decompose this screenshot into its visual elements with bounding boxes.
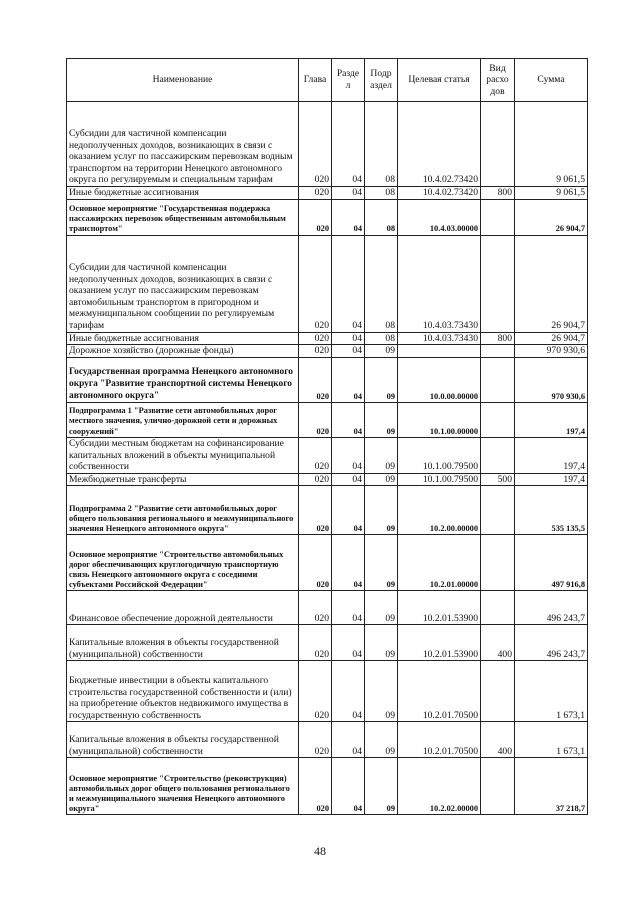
row-chapter: 020	[299, 473, 332, 486]
row-subsection: 09	[365, 345, 398, 358]
row-amount: 26 904,7	[515, 235, 588, 332]
row-target: 10.4.03.73430	[398, 235, 481, 332]
row-target: 10.0.00.00000	[398, 357, 481, 402]
row-chapter: 020	[299, 345, 332, 358]
row-expense-type: 400	[481, 722, 515, 758]
table-row	[67, 473, 588, 486]
row-section: 04	[332, 591, 365, 625]
row-section: 04	[332, 332, 365, 345]
row-target: 10.2.01.70500	[398, 722, 481, 758]
row-name: Подпрограмма 2 "Развитие сети автомобильных дорог общего пользования регионального и межмуниципального значения Ненецкого автономного округа"	[67, 486, 299, 535]
row-expense-type	[481, 357, 515, 402]
row-section: 04	[332, 187, 365, 200]
row-amount: 496 243,7	[515, 591, 588, 625]
row-name: Иные бюджетные ассигнования	[67, 332, 299, 345]
row-subsection: 09	[365, 437, 398, 473]
row-section: 04	[332, 625, 365, 661]
row-target: 10.4.02.73420	[398, 102, 481, 187]
row-expense-type	[481, 437, 515, 473]
row-name: Дорожное хозяйство (дорожные фонды)	[67, 345, 299, 358]
table-row	[67, 199, 588, 235]
table-row	[67, 102, 588, 187]
row-expense-type: 800	[481, 187, 515, 200]
row-name: Финансовое обеспечение дорожной деятельности	[67, 591, 299, 625]
table-row	[67, 437, 588, 473]
row-target: 10.4.03.73430	[398, 332, 481, 345]
row-expense-type: 500	[481, 473, 515, 486]
row-name: Бюджетные инвестиции в объекты капитального строительства государственной собственности и (или) на приобретение объектов недвижимого имущества в государственную собственность	[67, 661, 299, 722]
table-row	[67, 625, 588, 661]
row-chapter: 020	[299, 535, 332, 591]
header-subsection: Подр аздел	[365, 59, 398, 102]
row-target: 10.2.00.00000	[398, 486, 481, 535]
row-expense-type: 400	[481, 625, 515, 661]
row-name: Иные бюджетные ассигнования	[67, 187, 299, 200]
row-chapter: 020	[299, 661, 332, 722]
row-name: Субсидии для частичной компенсации недополученных доходов, возникающих в связи с оказанием услуг по пассажирским перевозкам автомобильным транспортом в пригородном и межмуниципальном сообщении по регулируемым тарифам	[67, 235, 299, 332]
table-row	[67, 722, 588, 758]
row-section: 04	[332, 758, 365, 815]
row-amount: 9 061,5	[515, 187, 588, 200]
row-section: 04	[332, 199, 365, 235]
row-amount: 37 218,7	[515, 758, 588, 815]
table-row	[67, 357, 588, 402]
row-name: Подпрограмма 1 "Развитие сети автомобильных дорог местного значения, улично-дорожной сети и дорожных сооружений"	[67, 402, 299, 437]
row-target: 10.1.00.79500	[398, 437, 481, 473]
row-subsection: 08	[365, 332, 398, 345]
row-expense-type	[481, 758, 515, 815]
header-expense-type: Вид расхо дов	[481, 59, 515, 102]
row-subsection: 09	[365, 486, 398, 535]
header-target: Целевая статья	[398, 59, 481, 102]
row-chapter: 020	[299, 102, 332, 187]
row-chapter: 020	[299, 187, 332, 200]
row-subsection: 08	[365, 187, 398, 200]
row-subsection: 09	[365, 402, 398, 437]
table-row	[67, 345, 588, 358]
row-section: 04	[332, 535, 365, 591]
row-chapter: 020	[299, 402, 332, 437]
row-amount: 970 930,6	[515, 345, 588, 358]
row-subsection: 08	[365, 102, 398, 187]
row-amount: 197,4	[515, 437, 588, 473]
table-row	[67, 235, 588, 332]
row-name: Межбюджетные трансферты	[67, 473, 299, 486]
row-section: 04	[332, 102, 365, 187]
header-row	[67, 59, 588, 102]
table-body	[67, 102, 588, 815]
row-chapter: 020	[299, 235, 332, 332]
header-chapter: Глава	[299, 59, 332, 102]
table-row	[67, 332, 588, 345]
row-target: 10.2.01.70500	[398, 661, 481, 722]
header-section: Разде л	[332, 59, 365, 102]
row-expense-type	[481, 486, 515, 535]
table-row	[67, 187, 588, 200]
row-subsection: 09	[365, 661, 398, 722]
row-section: 04	[332, 357, 365, 402]
row-amount: 970 930,6	[515, 357, 588, 402]
row-name: Субсидии для частичной компенсации недополученных доходов, возникающих в связи с оказанием услуг по пассажирским перевозкам водным транспортом на территории Ненецкого автономного округа по регулируемым и специальным тарифам	[67, 102, 299, 187]
row-subsection: 09	[365, 722, 398, 758]
row-section: 04	[332, 402, 365, 437]
header-amount: Сумма	[515, 59, 588, 102]
row-section: 04	[332, 661, 365, 722]
row-chapter: 020	[299, 625, 332, 661]
row-expense-type	[481, 591, 515, 625]
row-subsection: 09	[365, 357, 398, 402]
row-amount: 496 243,7	[515, 625, 588, 661]
table-row	[67, 402, 588, 437]
budget-table	[66, 58, 588, 815]
row-name: Капитальные вложения в объекты государственной (муниципальной) собственности	[67, 722, 299, 758]
row-name: Капитальные вложения в объекты государственной (муниципальной) собственности	[67, 625, 299, 661]
row-amount: 26 904,7	[515, 199, 588, 235]
row-subsection: 08	[365, 235, 398, 332]
row-amount: 1 673,1	[515, 722, 588, 758]
row-chapter: 020	[299, 437, 332, 473]
row-expense-type	[481, 235, 515, 332]
row-target: 10.2.01.00000	[398, 535, 481, 591]
row-expense-type	[481, 199, 515, 235]
row-target: 10.2.01.53900	[398, 591, 481, 625]
row-chapter: 020	[299, 758, 332, 815]
row-section: 04	[332, 473, 365, 486]
row-expense-type	[481, 535, 515, 591]
row-chapter: 020	[299, 357, 332, 402]
row-subsection: 08	[365, 199, 398, 235]
row-subsection: 09	[365, 758, 398, 815]
table-row	[67, 758, 588, 815]
row-section: 04	[332, 486, 365, 535]
row-amount: 197,4	[515, 402, 588, 437]
row-amount: 9 061,5	[515, 102, 588, 187]
row-subsection: 09	[365, 625, 398, 661]
row-name: Основное мероприятие "Государственная поддержка пассажирских перевозок общественным автомобильным транспортом"	[67, 199, 299, 235]
row-section: 04	[332, 345, 365, 358]
row-amount: 497 916,8	[515, 535, 588, 591]
row-chapter: 020	[299, 332, 332, 345]
row-subsection: 09	[365, 591, 398, 625]
row-subsection: 09	[365, 473, 398, 486]
row-expense-type	[481, 102, 515, 187]
row-expense-type: 800	[481, 332, 515, 345]
table-row	[67, 661, 588, 722]
row-expense-type	[481, 345, 515, 358]
row-name: Субсидии местным бюджетам на софинансирование капитальных вложений в объекты муниципальной собственности	[67, 437, 299, 473]
row-section: 04	[332, 437, 365, 473]
row-target: 10.1.00.00000	[398, 402, 481, 437]
row-name: Государственная программа Ненецкого автономного округа "Развитие транспортной системы Ненецкого автономного округа"	[67, 357, 299, 402]
page-number: 48	[314, 844, 326, 858]
row-target: 10.2.01.53900	[398, 625, 481, 661]
row-section: 04	[332, 235, 365, 332]
table-row	[67, 591, 588, 625]
row-amount: 197,4	[515, 473, 588, 486]
row-target: 10.4.02.73420	[398, 187, 481, 200]
row-subsection: 09	[365, 535, 398, 591]
row-amount: 1 673,1	[515, 661, 588, 722]
row-target: 10.2.02.00000	[398, 758, 481, 815]
row-target	[398, 345, 481, 358]
row-target: 10.4.03.00000	[398, 199, 481, 235]
row-amount: 26 904,7	[515, 332, 588, 345]
row-target: 10.1.00.79500	[398, 473, 481, 486]
table-row	[67, 486, 588, 535]
row-amount: 535 135,5	[515, 486, 588, 535]
row-section: 04	[332, 722, 365, 758]
row-chapter: 020	[299, 199, 332, 235]
row-chapter: 020	[299, 591, 332, 625]
table-row	[67, 535, 588, 591]
header-name: Наименование	[67, 59, 299, 102]
row-expense-type	[481, 661, 515, 722]
row-chapter: 020	[299, 486, 332, 535]
row-expense-type	[481, 402, 515, 437]
row-name: Основное мероприятие "Строительство (реконструкция) автомобильных дорог общего пользования регионального и межмуниципального значения Ненецкого автономного округа"	[67, 758, 299, 815]
row-chapter: 020	[299, 722, 332, 758]
row-name: Основное мероприятие "Строительство автомобильных дорог обеспечивающих круглогодичную транспортную связь Ненецкого автономного округа с соседними субъектами Российской Федерации"	[67, 535, 299, 591]
